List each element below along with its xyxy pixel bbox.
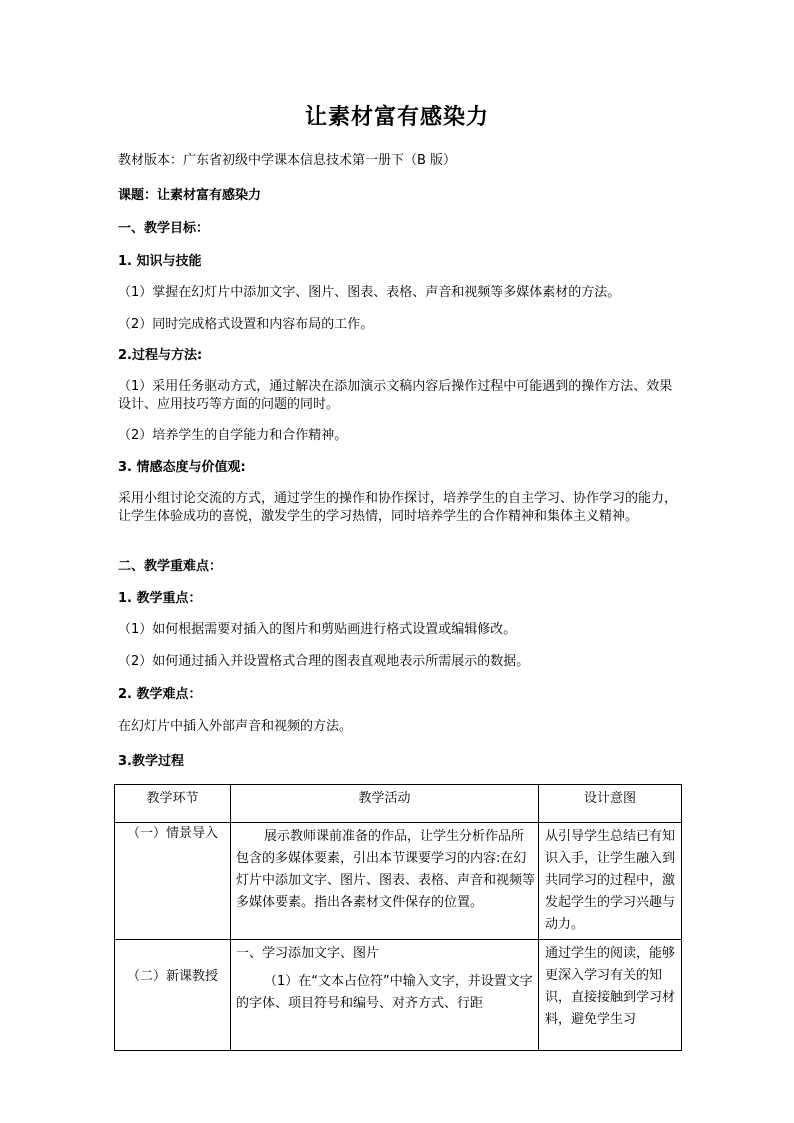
table-header-cell: 设计意图 — [539, 785, 682, 823]
activity-title: 一、学习添加文字、图片 — [236, 946, 380, 961]
table-header-cell: 教学活动 — [231, 785, 539, 823]
table-header-row — [115, 785, 682, 823]
table-row — [115, 823, 682, 940]
attitude-text: 采用小组讨论交流的方式，通过学生的操作和协作探讨，培养学生的自主学习、协作学习的能力，让学生体验成功的喜悦，激发学生的学习热情，同时培养学生的合作精神和集体主义精神。 — [118, 491, 678, 524]
knowledge-item-1: （1）掌握在幻灯片中添加文字、图片、图表、表格、声音和视频等多媒体素材的方法。 — [118, 285, 621, 300]
process-method-item-1: （1）采用任务驱动方式，通过解决在添加演示文稿内容后操作过程中可能遇到的操作方法、效果设计、应用技巧等方面的问题的同时。 — [118, 379, 673, 412]
activity-text: 展示教师课前准备的作品，让学生分析作品所包含的多媒体要素，引出本节课要学习的内容:在幻灯片中添加文字、图片、图表、表格、声音和视频等多媒体要素。指出各素材文件保存的位置。 — [236, 829, 536, 910]
key-point-1: （1）如何根据需要对插入的图片和剪贴画进行格式设置或编辑修改。 — [118, 622, 517, 637]
knowledge-item-2: （2）同时完成格式设置和内容布局的工作。 — [118, 317, 374, 332]
process-method-heading: 2.过程与方法: — [118, 348, 203, 363]
knowledge-heading: 1. 知识与技能 — [118, 254, 202, 269]
document-title: 让素材富有感染力 — [304, 105, 489, 130]
topic-line: 课题：让素材富有感染力 — [118, 188, 262, 203]
teaching-process-table — [114, 784, 682, 1051]
stage-cell: （二）新课教授 — [115, 940, 231, 1051]
goals-heading: 一、教学目标： — [118, 221, 210, 236]
difficulty-heading: 二、教学重难点： — [118, 559, 223, 574]
activity-clip — [236, 943, 535, 1027]
teaching-process-heading: 3.教学过程 — [118, 754, 184, 769]
hard-point-text: 在幻灯片中插入外部声音和视频的方法。 — [118, 719, 353, 734]
intent-clip — [545, 943, 677, 1027]
activity-cell — [231, 823, 539, 940]
intent-cell — [539, 940, 682, 1051]
edition-line: 教材版本：广东省初级中学课本信息技术第一册下（B 版） — [118, 153, 457, 168]
activity-text: （1）在“文本占位符”中输入文字，并设置文字的字体、项目符号和编号、对齐方式、行距 — [236, 974, 533, 1011]
intent-text: 通过学生的阅读，能够更深入学习有关的知识，直接接触到学习材料，避免学生习 — [545, 946, 676, 1027]
key-points-heading: 1. 教学重点： — [118, 591, 202, 606]
key-point-2: （2）如何通过插入并设置格式合理的图表直观地表示所需展示的数据。 — [118, 654, 530, 669]
activity-cell — [231, 940, 539, 1051]
table-row — [115, 940, 682, 1051]
table-header-cell: 教学环节 — [115, 785, 231, 823]
attitude-heading: 3. 情感态度与价值观: — [118, 460, 246, 475]
process-method-item-2: （2）培养学生的自学能力和合作精神。 — [118, 428, 348, 443]
intent-cell — [539, 823, 682, 940]
hard-points-heading: 2. 教学难点： — [118, 687, 202, 702]
intent-text: 从引导学生总结已有知识入手，让学生融入到共同学习的过程中，激发起学生的学习兴趣与动力。 — [545, 829, 676, 932]
stage-cell: （一）情景导入 — [115, 823, 231, 940]
